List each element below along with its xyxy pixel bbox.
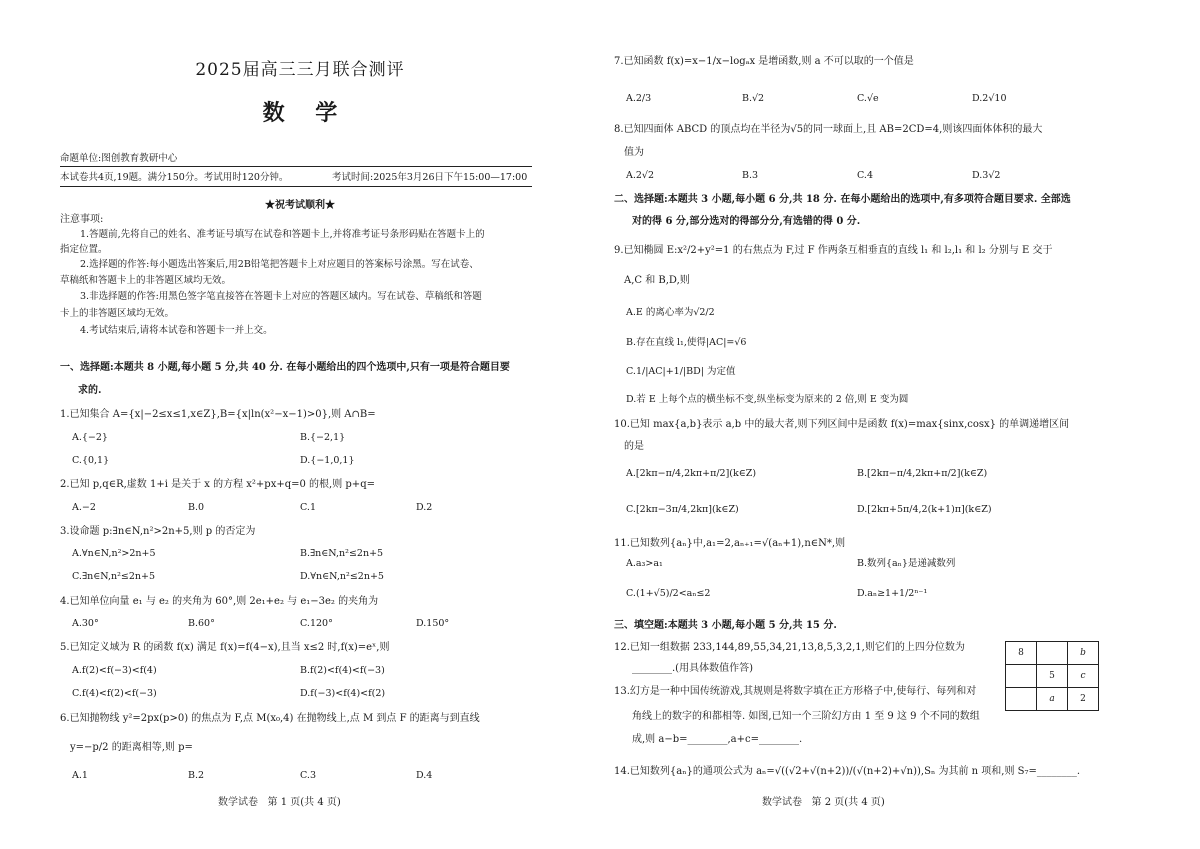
q9-option-c: C.1/|AC|+1/|BD| 为定值 <box>626 366 736 377</box>
divider <box>60 166 532 167</box>
q11-option-d: D.aₙ≥1+1/2ⁿ⁻¹ <box>857 588 928 599</box>
magic-cell: 8 <box>1006 642 1037 665</box>
q1-option-b: B.{−2,1} <box>300 432 346 443</box>
magic-cell: c <box>1068 665 1099 688</box>
q6-stem-cont: y=−p/2 的距离相等,则 p= <box>70 742 193 753</box>
q11-option-a: A.a₃>a₁ <box>626 558 663 569</box>
q10-option-a: A.[2kπ−π/4,2kπ+π/2](k∈Z) <box>626 468 757 479</box>
q2-option-c: C.1 <box>300 502 316 513</box>
magic-cell <box>1037 642 1068 665</box>
q3-option-c: C.∃n∈N,n²≤2n+5 <box>72 571 156 582</box>
q5-option-c: C.f(4)<f(2)<f(−3) <box>72 688 157 699</box>
q9-option-a: A.E 的离心率为√2/2 <box>626 307 715 318</box>
q2-option-b: B.0 <box>188 502 205 513</box>
q4-option-c: C.120° <box>300 618 333 629</box>
magic-cell: 2 <box>1068 688 1099 711</box>
note-line: 1.答题前,先将自己的姓名、准考证号填写在试卷和答题卡上,并将准考证号条形码贴在答题卡上的 <box>80 229 485 240</box>
subject-title: 数 学 <box>262 100 338 126</box>
note-line: 2.选择题的作答:每小题选出答案后,用2B铅笔把答题卡上对应题目的答案标号涂黑。写在试卷、 <box>80 259 479 270</box>
q2-option-d: D.2 <box>416 502 433 513</box>
note-line: 指定位置。 <box>60 244 108 255</box>
q10-option-c: C.[2kπ−3π/4,2kπ](k∈Z) <box>626 504 739 515</box>
page-footer: 数学试卷 第 2 页(共 4 页) <box>762 797 885 808</box>
q5-option-d: D.f(−3)<f(4)<f(2) <box>300 688 386 699</box>
q7-option-a: A.2/3 <box>626 93 652 104</box>
issuer: 命题单位:图创教育教研中心 <box>60 153 178 164</box>
q9-stem: 9.已知椭圆 E:x²/2+y²=1 的右焦点为 F,过 F 作两条互相垂直的直线 l₁ 和 l₂,l₁ 和 l₂ 分别与 E 交于 <box>614 245 1053 256</box>
q14-stem: 14.已知数列{aₙ}的通项公式为 aₙ=√((√2+√(n+2))/(√(n+2)+√n)),Sₙ 为其前 n 项和,则 S₇=________. <box>614 766 1081 777</box>
wish-line: ★祝考试顺利★ <box>265 200 335 211</box>
q13-stem-cont: 角线上的数字的和都相等. 如图,已知一个三阶幻方由 1 至 9 这 9 个不同的数组 <box>632 711 980 722</box>
q9-option-b: B.存在直线 l₁,使得|AC|=√6 <box>626 337 747 348</box>
divider <box>60 186 532 187</box>
section-2-heading: 二、选择题:本题共 3 小题,每小题 6 分,共 18 分. 在每小题给出的选项中,有多项符合题目要求. 全部选 <box>614 194 1071 205</box>
q12-stem: 12.已知一组数据 233,144,89,55,34,21,13,8,5,3,2,1,则它们的上四分位数为 <box>614 642 965 653</box>
q11-stem: 11.已知数列{aₙ}中,a₁=2,aₙ₊₁=√(aₙ+1),n∈N*,则 <box>614 538 846 549</box>
q3-option-a: A.∀n∈N,n²>2n+5 <box>72 548 156 559</box>
magic-cell <box>1006 688 1037 711</box>
q6-option-a: A.1 <box>72 770 88 781</box>
section-2-heading-cont: 对的得 6 分,部分选对的得部分分,有选错的得 0 分. <box>632 216 861 227</box>
q6-option-d: D.4 <box>416 770 433 781</box>
q7-option-d: D.2√10 <box>972 93 1007 104</box>
q1-option-a: A.{−2} <box>72 432 108 443</box>
magic-cell: 5 <box>1037 665 1068 688</box>
note-line: 4.考试结束后,请将本试卷和答题卡一并上交。 <box>80 325 273 336</box>
q6-stem: 6.已知抛物线 y²=2px(p>0) 的焦点为 F,点 M(x₀,4) 在抛物线上,点 M 到点 F 的距离与到直线 <box>60 713 480 724</box>
exam-info-left: 本试卷共4页,19题。满分150分。考试用时120分钟。 <box>60 172 289 183</box>
q5-option-a: A.f(2)<f(−3)<f(4) <box>72 665 157 676</box>
q5-stem: 5.已知定义域为 R 的函数 f(x) 满足 f(x)=f(4−x),且当 x≤2 时,f(x)=eˣ,则 <box>60 642 390 653</box>
exam-title: 2025届高三三月联合测评 <box>195 60 405 80</box>
q10-stem-cont: 的是 <box>624 441 644 452</box>
q8-option-a: A.2√2 <box>626 170 655 181</box>
section-1-heading-cont: 求的. <box>78 385 102 396</box>
q11-option-b: B.数列{aₙ}是递减数列 <box>857 558 956 569</box>
q1-option-c: C.{0,1} <box>72 455 110 466</box>
q8-option-d: D.3√2 <box>972 170 1001 181</box>
q9-option-d: D.若 E 上每个点的横坐标不变,纵坐标变为原来的 2 倍,则 E 变为圆 <box>626 394 909 405</box>
page-footer: 数学试卷 第 1 页(共 4 页) <box>218 797 341 808</box>
q1-option-d: D.{−1,0,1} <box>300 455 355 466</box>
notes-heading: 注意事项: <box>60 214 104 225</box>
q11-option-c: C.(1+√5)/2<aₙ≤2 <box>626 588 711 599</box>
q6-option-c: C.3 <box>300 770 316 781</box>
q8-stem: 8.已知四面体 ABCD 的顶点均在半径为√5的同一球面上,且 AB=2CD=4,则该四面体体积的最大 <box>614 124 1043 135</box>
q10-option-b: B.[2kπ−π/4,2kπ+π/2](k∈Z) <box>857 468 988 479</box>
section-1-heading: 一、选择题:本题共 8 小题,每小题 5 分,共 40 分. 在每小题给出的四个选项中,只有一项是符合题目要 <box>60 362 510 373</box>
q8-option-b: B.3 <box>742 170 759 181</box>
q5-option-b: B.f(2)<f(4)<f(−3) <box>300 665 385 676</box>
q7-stem: 7.已知函数 f(x)=x−1/x−logₐx 是增函数,则 a 不可以取的一个值是 <box>614 56 914 67</box>
q6-option-b: B.2 <box>188 770 205 781</box>
q9-stem-cont: A,C 和 B,D,则 <box>624 275 690 286</box>
magic-square <box>1005 641 1099 711</box>
q13-stem-cont: 成,则 a−b=________,a+c=________. <box>632 734 803 745</box>
note-line: 卡上的非答题区域均无效。 <box>60 308 175 319</box>
magic-cell: a <box>1037 688 1068 711</box>
exam-info-right: 考试时间:2025年3月26日下午15:00—17:00 <box>332 172 528 183</box>
q3-stem: 3.设命题 p:∃n∈N,n²>2n+5,则 p 的否定为 <box>60 526 256 537</box>
q2-option-a: A.−2 <box>72 502 96 513</box>
q4-stem: 4.已知单位向量 e₁ 与 e₂ 的夹角为 60°,则 2e₁+e₂ 与 e₁−3e₂ 的夹角为 <box>60 596 379 607</box>
q10-stem: 10.已知 max{a,b}表示 a,b 中的最大者,则下列区间中是函数 f(x)=max{sinx,cosx} 的单调递增区间 <box>614 419 1070 430</box>
q4-option-d: D.150° <box>416 618 450 629</box>
q7-option-c: C.√e <box>857 93 879 104</box>
note-line: 3.非选择题的作答:用黑色签字笔直接答在答题卡上对应的答题区域内。写在试卷、草稿纸和答题 <box>80 291 482 302</box>
q2-stem: 2.已知 p,q∈R,虚数 1+i 是关于 x 的方程 x²+px+q=0 的根,则 p+q= <box>60 479 375 490</box>
q8-option-c: C.4 <box>857 170 873 181</box>
q8-stem-cont: 值为 <box>624 147 644 158</box>
q4-option-b: B.60° <box>188 618 215 629</box>
magic-cell: b <box>1068 642 1099 665</box>
q7-option-b: B.√2 <box>742 93 765 104</box>
q4-option-a: A.30° <box>72 618 99 629</box>
magic-cell <box>1006 665 1037 688</box>
q3-option-b: B.∃n∈N,n²≤2n+5 <box>300 548 384 559</box>
q3-option-d: D.∀n∈N,n²≤2n+5 <box>300 571 384 582</box>
q12-stem-cont: ________.(用具体数值作答) <box>632 663 753 674</box>
q10-option-d: D.[2kπ+5π/4,2(k+1)π](k∈Z) <box>857 504 992 515</box>
note-line: 草稿纸和答题卡上的非答题区域均无效。 <box>60 275 232 286</box>
section-3-heading: 三、填空题:本题共 3 小题,每小题 5 分,共 15 分. <box>614 620 837 631</box>
q1-stem: 1.已知集合 A={x|−2≤x≤1,x∈Z},B={x|ln(x²−x−1)>0},则 A∩B= <box>60 409 376 420</box>
q13-stem: 13.幻方是一种中国传统游戏,其规则是将数字填在正方形格子中,使每行、每列和对 <box>614 686 977 697</box>
